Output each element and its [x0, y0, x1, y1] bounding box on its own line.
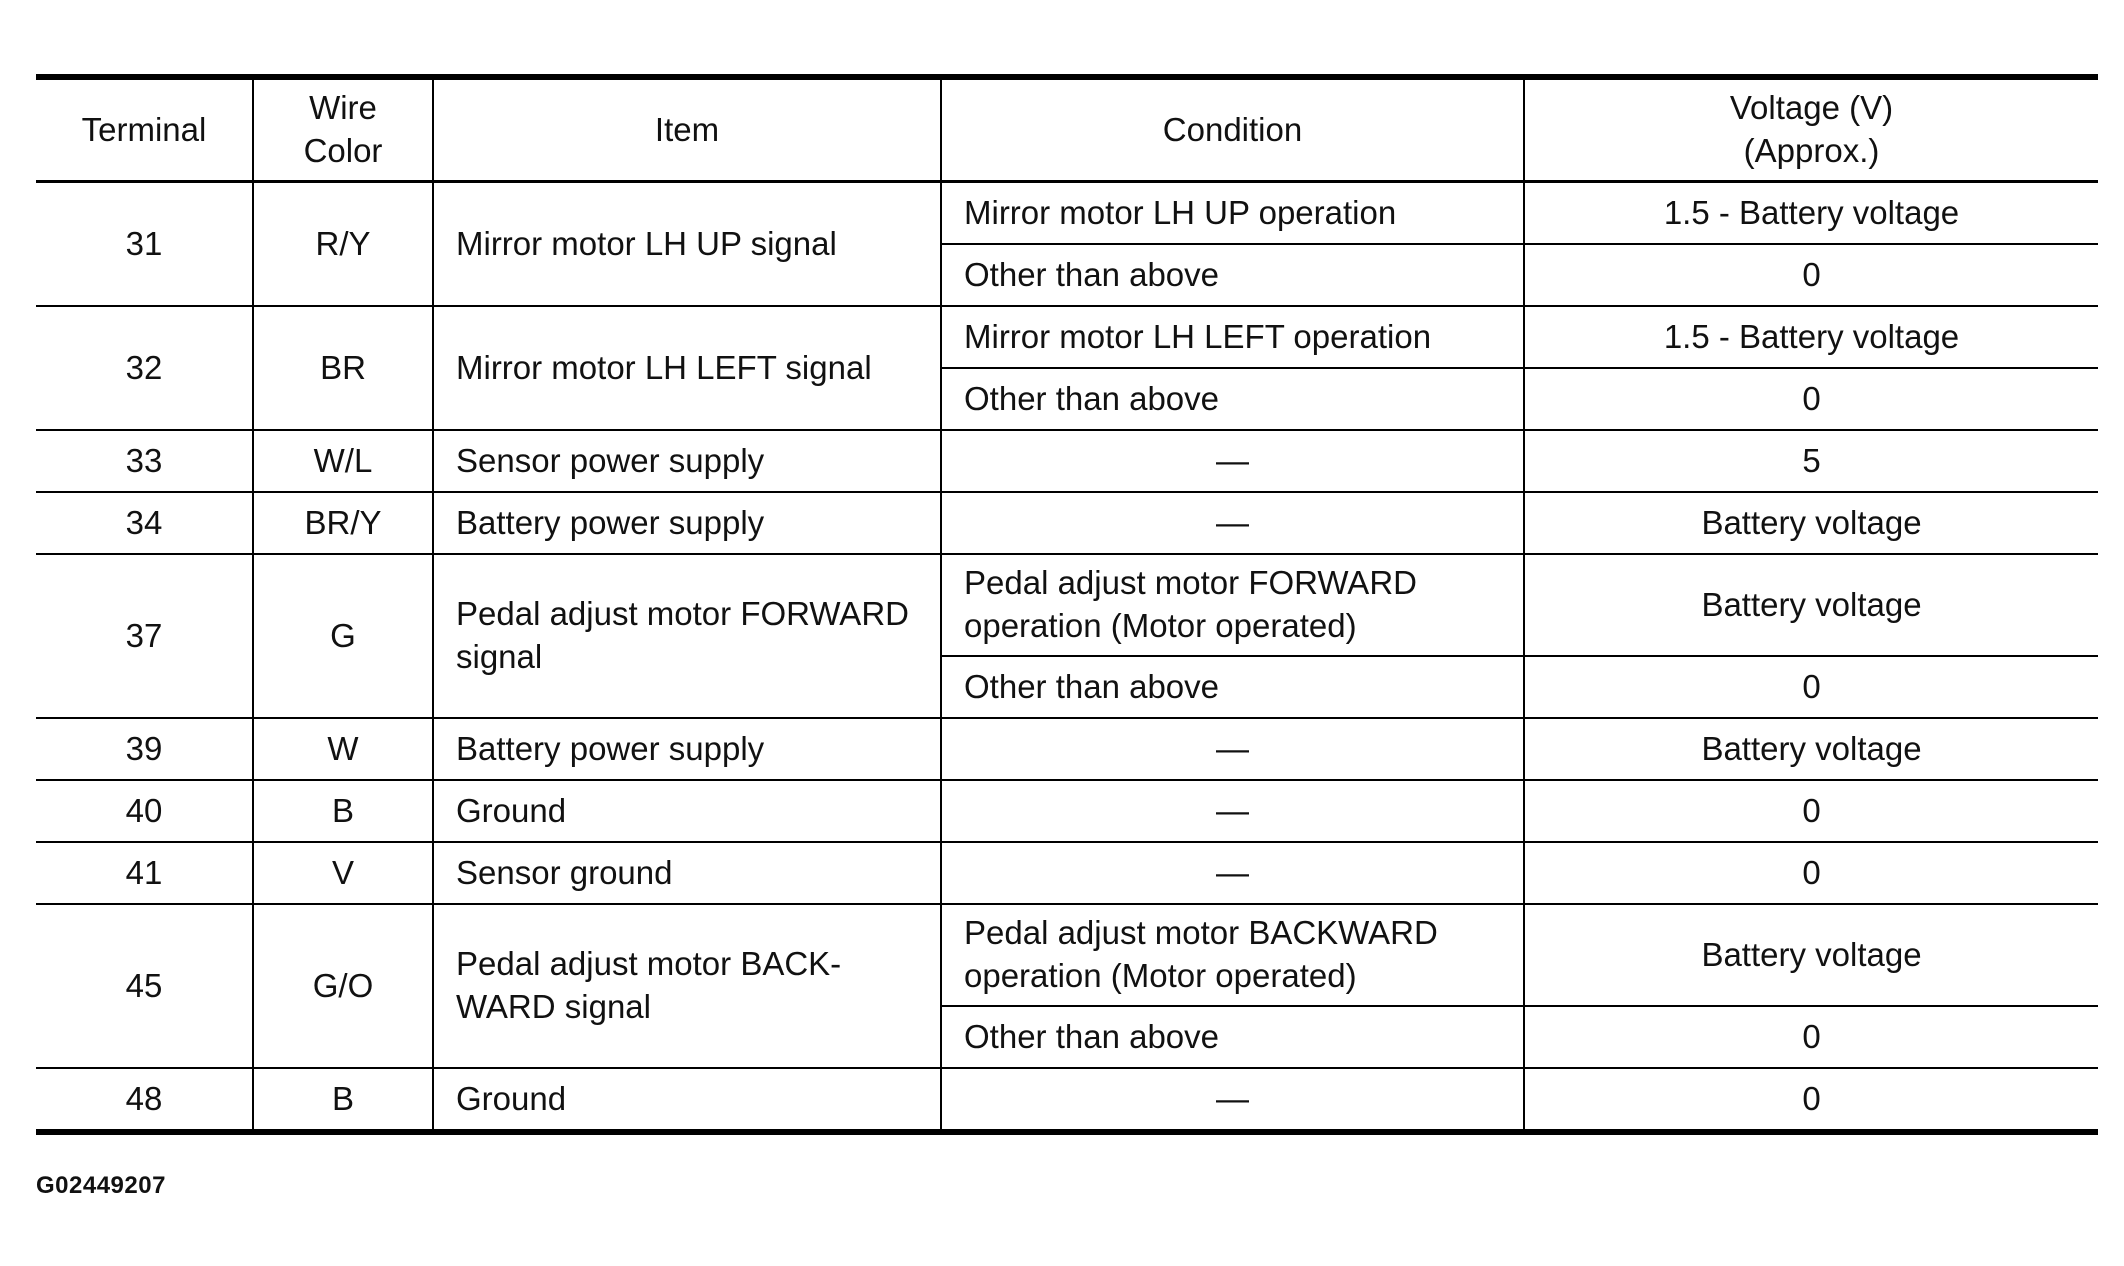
item-cell: Battery power supply [433, 718, 941, 780]
terminal-cell: 32 [36, 306, 253, 430]
voltage-cell: 0 [1524, 1006, 2098, 1068]
condition-cell: — [941, 492, 1524, 554]
voltage-cell: Battery voltage [1524, 718, 2098, 780]
voltage-cell: Battery voltage [1524, 904, 2098, 1006]
wire-color-cell: B [253, 1068, 433, 1132]
wire-color-cell: R/Y [253, 182, 433, 307]
terminal-cell: 40 [36, 780, 253, 842]
wire-color-cell: BR/Y [253, 492, 433, 554]
voltage-cell: 0 [1524, 780, 2098, 842]
wire-color-cell: V [253, 842, 433, 904]
table-row [36, 182, 2098, 245]
condition-cell: Mirror motor LH LEFT operation [941, 306, 1524, 368]
table-row [36, 842, 2098, 904]
header-item: Item [433, 77, 941, 182]
wire-color-cell: G/O [253, 904, 433, 1068]
terminal-cell: 48 [36, 1068, 253, 1132]
condition-cell: — [941, 430, 1524, 492]
wire-color-cell: B [253, 780, 433, 842]
voltage-cell: 0 [1524, 656, 2098, 718]
item-cell: Ground [433, 780, 941, 842]
condition-cell: — [941, 718, 1524, 780]
item-cell: Battery power supply [433, 492, 941, 554]
condition-cell: — [941, 780, 1524, 842]
header-terminal: Terminal [36, 77, 253, 182]
table-row [36, 554, 2098, 656]
voltage-cell: 1.5 - Battery voltage [1524, 182, 2098, 245]
terminal-cell: 37 [36, 554, 253, 718]
table-row [36, 780, 2098, 842]
terminal-voltage-table [36, 74, 2098, 1135]
terminal-cell: 33 [36, 430, 253, 492]
table-row [36, 430, 2098, 492]
table-row [36, 718, 2098, 780]
condition-cell: — [941, 842, 1524, 904]
terminal-voltage-table-container [36, 74, 2098, 1135]
wire-color-cell: W [253, 718, 433, 780]
header-wire-color: Wire Color [253, 77, 433, 182]
voltage-cell: 5 [1524, 430, 2098, 492]
header-condition: Condition [941, 77, 1524, 182]
condition-cell: Other than above [941, 656, 1524, 718]
terminal-cell: 41 [36, 842, 253, 904]
condition-cell: Mirror motor LH UP operation [941, 182, 1524, 245]
condition-cell: Other than above [941, 368, 1524, 430]
voltage-cell: 1.5 - Battery voltage [1524, 306, 2098, 368]
voltage-cell: 0 [1524, 368, 2098, 430]
figure-code: G02449207 [36, 1172, 166, 1199]
table-body [36, 182, 2098, 1133]
wire-color-cell: BR [253, 306, 433, 430]
header-voltage: Voltage (V) (Approx.) [1524, 77, 2098, 182]
voltage-cell: 0 [1524, 244, 2098, 306]
item-cell: Pedal adjust motor FORWARD signal [433, 554, 941, 718]
item-cell: Sensor ground [433, 842, 941, 904]
condition-cell: Other than above [941, 244, 1524, 306]
terminal-cell: 34 [36, 492, 253, 554]
terminal-cell: 39 [36, 718, 253, 780]
item-cell: Sensor power supply [433, 430, 941, 492]
item-cell: Ground [433, 1068, 941, 1132]
condition-cell: Other than above [941, 1006, 1524, 1068]
table-row [36, 904, 2098, 1006]
condition-cell: Pedal adjust motor BACKWARD operation (Motor operated) [941, 904, 1524, 1006]
item-cell: Pedal adjust motor BACK-WARD signal [433, 904, 941, 1068]
item-cell: Mirror motor LH UP signal [433, 182, 941, 307]
terminal-cell: 31 [36, 182, 253, 307]
terminal-cell: 45 [36, 904, 253, 1068]
table-row [36, 306, 2098, 368]
wire-color-cell: W/L [253, 430, 433, 492]
voltage-cell: Battery voltage [1524, 492, 2098, 554]
table-row [36, 1068, 2098, 1132]
item-cell: Mirror motor LH LEFT signal [433, 306, 941, 430]
table-header-row [36, 77, 2098, 182]
voltage-cell: 0 [1524, 1068, 2098, 1132]
voltage-cell: Battery voltage [1524, 554, 2098, 656]
wire-color-cell: G [253, 554, 433, 718]
condition-cell: — [941, 1068, 1524, 1132]
table-row [36, 492, 2098, 554]
condition-cell: Pedal adjust motor FORWARD operation (Motor operated) [941, 554, 1524, 656]
voltage-cell: 0 [1524, 842, 2098, 904]
